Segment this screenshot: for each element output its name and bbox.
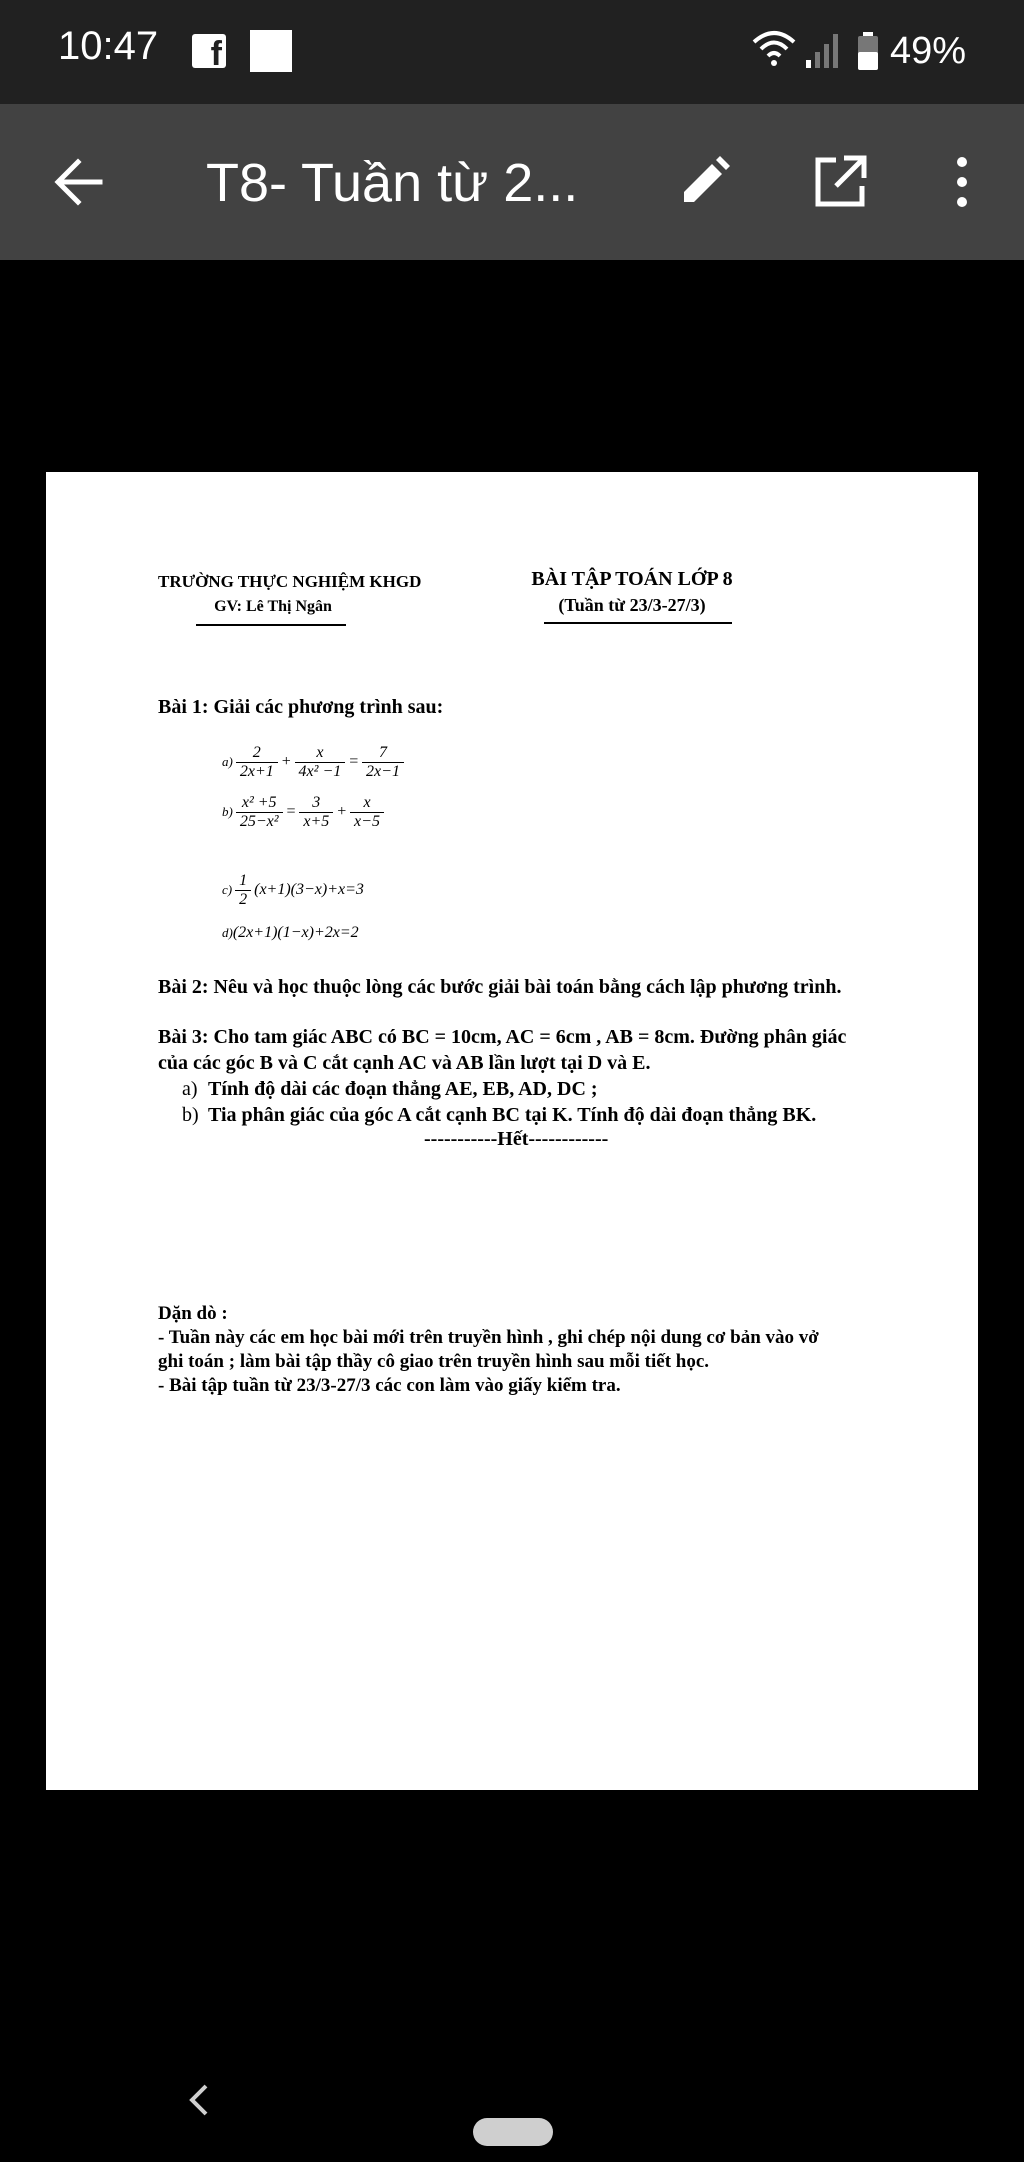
equation-a: a) $\frac{2}{2x+1}$ + $\frac{x}{\text{4x² −1}}$ = $\frac{7}{2x-1}$ — [222, 744, 407, 781]
app-bar — [0, 104, 1024, 260]
wifi-icon — [752, 30, 796, 70]
exercise-1-heading: Bài 1: Giải các phương trình sau: — [158, 696, 444, 718]
open-external-icon[interactable] — [812, 154, 868, 210]
school-header — [158, 572, 422, 616]
status-time: 10:47 — [58, 24, 159, 68]
instructions-line1: - Tuần này các em học bài mới trên truyền hình , ghi chép nội dung cơ bản vào vở — [158, 1327, 819, 1348]
notification-square-icon — [250, 30, 292, 72]
signal-icon — [804, 30, 844, 70]
instructions-line3: - Bài tập tuần từ 23/3-27/3 các con làm vào giấy kiểm tra. — [158, 1375, 621, 1396]
school-name: TRƯỜNG THỰC NGHIỆM KHGD — [158, 572, 422, 591]
instructions — [158, 1302, 948, 1398]
exercise-3-line2: của các góc B và C cắt cạnh AC và AB lần lượt tại D và E. — [158, 1052, 651, 1074]
assignment-title: BÀI TẬP TOÁN LỚP 8 — [531, 568, 733, 590]
exercise-2: Bài 2: Nêu và học thuộc lòng các bước giải bài toán bằng cách lập phương trình. — [158, 976, 842, 998]
more-vert-icon[interactable] — [950, 154, 974, 210]
facebook-icon: f — [192, 34, 226, 68]
header-underline-left — [196, 624, 346, 626]
edit-pencil-icon[interactable] — [676, 154, 732, 210]
end-marker: -----------Hết------------ — [424, 1128, 609, 1150]
equation-d: d)(2x+1)(1−x)+2x=2 — [222, 924, 359, 941]
instructions-title: Dặn dò : — [158, 1303, 228, 1324]
assignment-week: (Tuần từ 23/3-27/3) — [558, 595, 706, 615]
equation-c: c) $\frac{1}{2}$ (x+1)(3−x)+x=3 — [222, 872, 364, 908]
exercise-3-line1: Bài 3: Cho tam giác ABC có BC = 10cm, AC = 6cm , AB = 8cm. Đường phân giác — [158, 1026, 847, 1048]
nav-home-pill[interactable] — [473, 2118, 553, 2146]
document-page — [46, 472, 978, 1790]
exercise-3-part-b: b) Tia phân giác của góc A cắt cạnh BC tại K. Tính độ dài đoạn thẳng BK. — [182, 1104, 817, 1126]
title-header — [502, 568, 762, 616]
back-arrow-icon[interactable] — [52, 156, 104, 208]
teacher-name: GV: Lê Thị Ngân — [214, 598, 332, 615]
exercise-3 — [158, 1024, 934, 1128]
battery-icon — [856, 32, 880, 72]
nav-back-icon[interactable] — [186, 2080, 210, 2120]
navigation-bar — [0, 2040, 1024, 2162]
status-bar — [0, 0, 1024, 104]
instructions-line2: ghi toán ; làm bài tập thầy cô giao trên truyền hình sau mỗi tiết học. — [158, 1351, 710, 1372]
battery-percent: 49% — [890, 30, 967, 72]
header-underline-right — [544, 622, 732, 624]
exercise-3-part-a: a) Tính độ dài các đoạn thẳng AE, EB, AD, DC ; — [182, 1078, 598, 1100]
equation-b: b) $\frac{\text{x² +5}}{\text{25−x²}}$ = $\frac{3}{x+5}$ + $\frac{x}{x-5}$ — [222, 794, 387, 831]
document-title: T8- Tuần từ 2... — [206, 153, 579, 213]
